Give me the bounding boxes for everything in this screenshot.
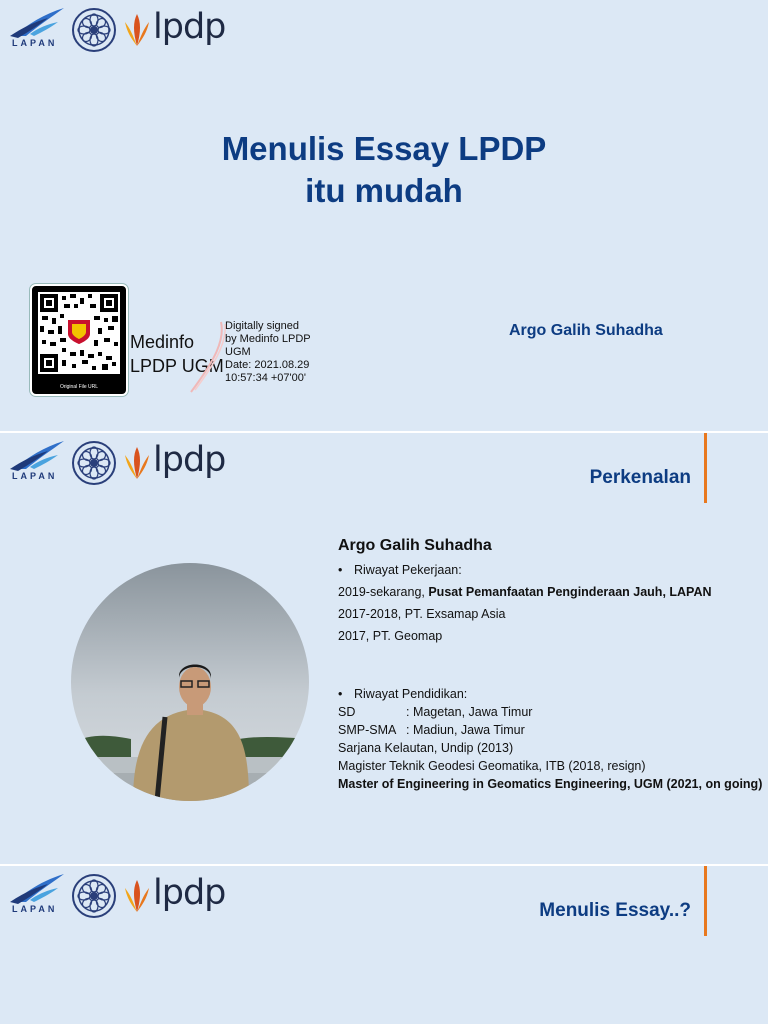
lapan-logo-text: LAPAN xyxy=(12,38,58,48)
slide-title xyxy=(0,128,768,212)
edu-item xyxy=(338,721,768,739)
lpdp-flame-icon xyxy=(121,12,153,48)
work-item xyxy=(338,605,768,623)
author-name: Argo Galih Suhadha xyxy=(509,322,663,339)
logo-bar xyxy=(8,439,238,489)
slide-2 xyxy=(0,433,768,864)
profile-details xyxy=(338,537,768,793)
accent-bar xyxy=(704,433,707,503)
work-history-heading xyxy=(338,561,768,579)
work-place: PT. Geomap xyxy=(372,629,443,643)
signer-name-line-2: LPDP UGM xyxy=(130,356,224,376)
logo-bar xyxy=(8,872,238,922)
qr-code-icon xyxy=(38,292,120,374)
ugm-logo xyxy=(71,7,117,53)
title-line-1: Menulis Essay LPDP xyxy=(221,130,547,167)
signature-detail-line: Digitally signed xyxy=(225,320,299,332)
section-heading: Perkenalan xyxy=(589,467,691,488)
lpdp-logo-text: lpdp xyxy=(153,7,226,47)
signature-details xyxy=(225,320,311,385)
work-period: 2017, xyxy=(338,629,373,643)
lpdp-logo-text: lpdp xyxy=(153,873,226,913)
signature-detail-line: UGM xyxy=(225,346,251,358)
degree-item: Magister Teknik Geodesi Geomatika, ITB (2018, resign) xyxy=(338,759,646,773)
signer-name-line-1: Medinfo xyxy=(130,332,195,352)
digital-signature xyxy=(30,284,330,394)
work-place: PT. Exsamap Asia xyxy=(404,607,506,621)
bullet-icon: • xyxy=(338,563,343,577)
edu-level: SMP-SMA xyxy=(338,723,397,737)
edu-item xyxy=(338,703,768,721)
slide-3 xyxy=(0,866,768,1024)
signature-detail-line: by Medinfo LPDP xyxy=(225,333,311,345)
work-place: Pusat Pemanfaatan Penginderaan Jauh, LAPAN xyxy=(428,585,712,599)
work-period: 2017-2018, xyxy=(338,607,405,621)
edu-location: : Madiun, Jawa Timur xyxy=(406,723,525,737)
profile-name: Argo Galih Suhadha xyxy=(338,537,492,554)
logo-bar xyxy=(8,6,238,56)
edu-level: SD xyxy=(338,705,356,719)
degree-item: Master of Engineering in Geomatics Engineering, UGM (2021, on going) xyxy=(338,777,763,791)
qr-caption: Original File URL xyxy=(59,384,99,390)
lpdp-flame-icon xyxy=(121,878,153,914)
work-item xyxy=(338,627,768,645)
ugm-logo xyxy=(71,873,117,919)
work-item xyxy=(338,583,768,601)
signature-detail-line: Date: 2021.08.29 xyxy=(225,359,310,371)
profile-photo xyxy=(71,563,309,801)
lpdp-logo-text: lpdp xyxy=(153,440,226,480)
lapan-logo-text: LAPAN xyxy=(12,471,58,481)
qr-code[interactable] xyxy=(30,284,128,396)
title-line-2: itu mudah xyxy=(305,172,463,209)
section-heading: Menulis Essay..? xyxy=(539,900,691,921)
work-heading-text: Riwayat Pekerjaan: xyxy=(354,563,462,577)
edu-heading-text: Riwayat Pendidikan: xyxy=(354,687,468,701)
edu-location: : Magetan, Jawa Timur xyxy=(406,705,533,719)
lapan-logo-text: LAPAN xyxy=(12,904,58,914)
lpdp-flame-icon xyxy=(121,445,153,481)
education-history-heading xyxy=(338,685,768,703)
slide-1 xyxy=(0,0,768,431)
ugm-logo xyxy=(71,440,117,486)
signature-detail-line: 10:57:34 +07'00' xyxy=(225,372,306,384)
accent-bar xyxy=(704,866,707,936)
work-period: 2019-sekarang, xyxy=(338,585,429,599)
bullet-icon: • xyxy=(338,687,343,701)
degree-item: Sarjana Kelautan, Undip (2013) xyxy=(338,741,514,755)
